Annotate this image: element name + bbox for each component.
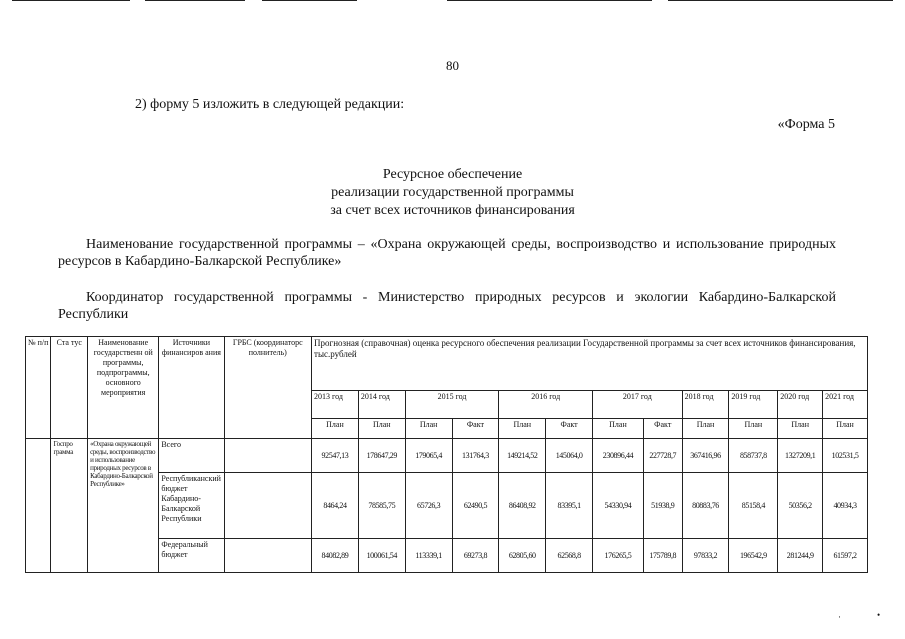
value-cell: 69273,8	[452, 539, 499, 573]
value-cell: 227728,7	[643, 439, 682, 473]
scan-mark: •	[877, 610, 881, 620]
value-cell: 80883,76	[682, 473, 729, 539]
plan-fact-header: Факт	[452, 419, 499, 439]
resource-table	[25, 336, 868, 573]
value-cell: 858737,8	[729, 439, 778, 473]
page-number: 80	[446, 58, 459, 73]
value-cell: 281244,9	[778, 539, 823, 573]
row-grbs	[224, 539, 312, 573]
plan-fact-header: План	[312, 419, 359, 439]
program-name: Наименование государственной программы – «Охрана окружающей среды, воспроизводство и использование природных ресурсов в Кабардино-Балкарской Республике»	[58, 237, 836, 269]
row-source: Республиканский бюджет Кабардино-Балкарской Республики	[159, 473, 224, 539]
header-name: Наименование государственн ой программы, подпрограммы, основного мероприятия	[88, 337, 159, 439]
value-cell: 62568,8	[546, 539, 593, 573]
value-cell: 54330,94	[593, 473, 644, 539]
value-cell: 196542,9	[729, 539, 778, 573]
value-cell: 113339,1	[405, 539, 452, 573]
value-cell: 85158,4	[729, 473, 778, 539]
value-cell: 176265,5	[593, 539, 644, 573]
plan-fact-header: План	[593, 419, 644, 439]
year-header: 2017 год	[593, 391, 683, 419]
value-cell: 65726,3	[405, 473, 452, 539]
value-cell: 175789,8	[643, 539, 682, 573]
value-cell: 149214,52	[499, 439, 546, 473]
plan-fact-header: План	[778, 419, 823, 439]
scan-mark: ·	[838, 612, 841, 622]
value-cell: 62490,5	[452, 473, 499, 539]
row-source: Федеральный бюджет	[159, 539, 224, 573]
value-cell: 83395,1	[546, 473, 593, 539]
value-cell: 179065,4	[405, 439, 452, 473]
year-header: 2018 год	[682, 391, 729, 419]
value-cell: 51938,9	[643, 473, 682, 539]
row-grbs	[224, 439, 312, 473]
year-header: 2020 год	[778, 391, 823, 419]
title-line: Ресурсное обеспечение	[382, 167, 523, 182]
header-forecast: Прогнозная (справочная) оценка ресурсного обеспечения реализации Государственной программы за счет всех источников финансирования, тыс.рублей	[312, 337, 868, 391]
value-cell: 102531,5	[823, 439, 868, 473]
year-header: 2013 год	[312, 391, 359, 419]
plan-fact-header: План	[405, 419, 452, 439]
scan-line	[668, 0, 893, 1]
value-cell: 8464,24	[312, 473, 359, 539]
form-label: «Форма 5	[777, 117, 835, 132]
value-cell: 367416,96	[682, 439, 729, 473]
document-title	[0, 166, 905, 220]
scan-line	[12, 0, 130, 1]
year-header: 2014 год	[358, 391, 405, 419]
year-header: 2019 год	[729, 391, 778, 419]
plan-fact-header: План	[729, 419, 778, 439]
title-line: реализации государственной программы	[331, 185, 574, 200]
value-cell: 97833,2	[682, 539, 729, 573]
value-cell: 40934,3	[823, 473, 868, 539]
header-grbs: ГРБС (координаторс полнитель)	[224, 337, 312, 439]
scan-line	[262, 0, 357, 1]
plan-fact-header: План	[682, 419, 729, 439]
value-cell: 62805,60	[499, 539, 546, 573]
row-source: Всего	[159, 439, 224, 473]
value-cell: 145064,0	[546, 439, 593, 473]
scan-line	[145, 0, 245, 1]
row-status: Госпро грамма	[51, 439, 88, 573]
value-cell: 1327209,1	[778, 439, 823, 473]
plan-fact-header: Факт	[643, 419, 682, 439]
scan-line	[447, 0, 652, 1]
value-cell: 50356,2	[778, 473, 823, 539]
plan-fact-header: План	[499, 419, 546, 439]
table-row	[26, 439, 868, 473]
year-header: 2015 год	[405, 391, 499, 419]
header-status: Ста тус	[51, 337, 88, 439]
header-num: № п/п	[26, 337, 51, 439]
value-cell: 86408,92	[499, 473, 546, 539]
row-grbs	[224, 473, 312, 539]
row-program: «Охрана окружающей среды, воспроизводство и использование природных ресурсов в Кабардино-Балкарской Республике»	[88, 439, 159, 573]
value-cell: 61597,2	[823, 539, 868, 573]
value-cell: 131764,3	[452, 439, 499, 473]
title-line: за счет всех источников финансирования	[330, 203, 575, 218]
value-cell: 230896,44	[593, 439, 644, 473]
header-sources: Источники финансиров ания	[159, 337, 224, 439]
plan-fact-header: Факт	[546, 419, 593, 439]
value-cell: 92547,13	[312, 439, 359, 473]
plan-fact-header: План	[823, 419, 868, 439]
year-header: 2016 год	[499, 391, 593, 419]
value-cell: 100061,54	[358, 539, 405, 573]
value-cell: 78585,75	[358, 473, 405, 539]
coordinator: Координатор государственной программы - Министерство природных ресурсов и экологии Кабардино-Балкарской Республики	[58, 290, 836, 322]
intro-text: 2) форму 5 изложить в следующей редакции:	[135, 97, 405, 112]
plan-fact-header: План	[358, 419, 405, 439]
year-header: 2021 год	[823, 391, 868, 419]
value-cell: 84082,89	[312, 539, 359, 573]
row-num	[26, 439, 51, 573]
value-cell: 178647,29	[358, 439, 405, 473]
